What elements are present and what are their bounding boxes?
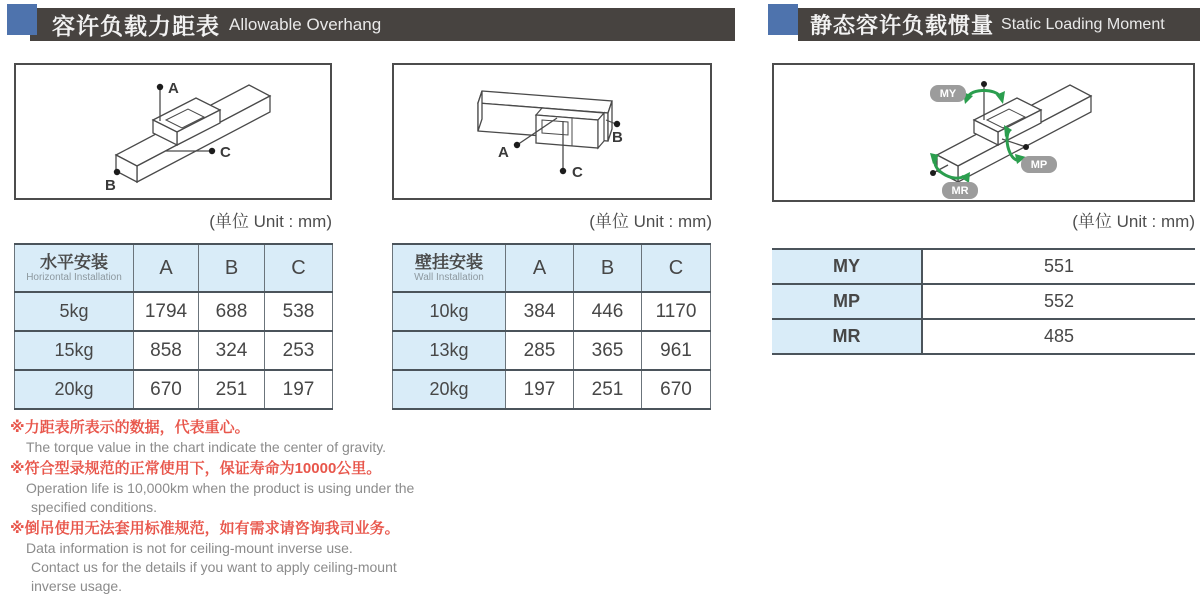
header-cell-installation	[15, 244, 134, 292]
col-header-A: A	[134, 244, 199, 292]
note-en: Operation life is 10,000km when the product is using under the	[26, 480, 415, 496]
badge-MP: MP	[1030, 159, 1048, 171]
accent-square-right	[768, 4, 798, 35]
row-label: 10kg	[393, 292, 506, 331]
label-A: A	[168, 80, 179, 97]
table-row	[393, 331, 711, 370]
cell-A: 1794	[134, 292, 199, 331]
row-label: 20kg	[393, 370, 506, 409]
note-zh: ※倒吊使用无法套用标准规范，如有需求请咨询我司业务。	[10, 520, 400, 537]
label-B: B	[612, 129, 623, 146]
note-en: Data information is not for ceiling-mount inverse use.	[26, 540, 353, 556]
col-header-A: A	[506, 244, 574, 292]
row-label: 20kg	[15, 370, 134, 409]
section-title-en: Allowable Overhang	[229, 14, 382, 34]
section-header-moment	[798, 8, 1200, 41]
col-header-C: C	[265, 244, 333, 292]
label-B: B	[105, 177, 116, 194]
section-title-zh: 容许负载力距表	[52, 13, 220, 39]
label-C: C	[572, 164, 583, 181]
badge-MY: MY	[939, 88, 957, 100]
unit-label-moment: (单位 Unit : mm)	[1072, 212, 1195, 231]
cell-B: 251	[199, 370, 265, 409]
diagram-static-moment	[772, 63, 1195, 202]
section-title-zh: 静态容许负载惯量	[810, 13, 995, 38]
table-row	[772, 249, 1195, 284]
table-row	[15, 370, 333, 409]
moment-actuator-drawing	[774, 65, 1193, 200]
col-header-B: B	[199, 244, 265, 292]
static-moment-table	[772, 248, 1195, 355]
note-en: inverse usage.	[31, 578, 123, 594]
header-cell-installation	[393, 244, 506, 292]
note-zh: ※力距表所表示的数据，代表重心。	[10, 419, 250, 436]
table-row	[772, 319, 1195, 354]
row-label: 5kg	[15, 292, 134, 331]
moment-value: 551	[922, 249, 1195, 284]
note-en: Contact us for the details if you want to apply ceiling-mount	[31, 559, 397, 575]
diagram-horizontal-installation	[14, 63, 332, 200]
cell-C: 1170	[642, 292, 711, 331]
table-header-row	[15, 244, 333, 292]
header-en: Wall Installation	[414, 271, 484, 283]
note-en: specified conditions.	[31, 499, 158, 515]
table-row	[772, 284, 1195, 319]
row-label: 15kg	[15, 331, 134, 370]
table-row	[393, 292, 711, 331]
moment-value: 552	[922, 284, 1195, 319]
cell-A: 285	[506, 331, 574, 370]
col-header-C: C	[642, 244, 711, 292]
section-header-overhang	[30, 8, 735, 41]
table-row	[15, 292, 333, 331]
header-en: Horizontal Installation	[26, 271, 122, 283]
wall-actuator-drawing	[394, 65, 710, 198]
cell-A: 384	[506, 292, 574, 331]
cell-B: 324	[199, 331, 265, 370]
header-zh: 壁挂安装	[415, 252, 483, 272]
cell-A: 197	[506, 370, 574, 409]
note-en: The torque value in the chart indicate the center of gravity.	[26, 439, 387, 455]
cell-B: 688	[199, 292, 265, 331]
diagram-wall-installation	[392, 63, 712, 200]
row-label: 13kg	[393, 331, 506, 370]
cell-B: 251	[574, 370, 642, 409]
cell-C: 538	[265, 292, 333, 331]
cell-C: 253	[265, 331, 333, 370]
cell-C: 961	[642, 331, 711, 370]
footnotes	[10, 416, 570, 596]
label-A: A	[498, 144, 509, 161]
moment-label: MP	[772, 284, 922, 319]
table-row	[15, 331, 333, 370]
horizontal-actuator-drawing	[16, 65, 330, 198]
label-C: C	[220, 144, 231, 161]
unit-label-horizontal: (单位 Unit : mm)	[209, 212, 332, 231]
moment-label: MY	[772, 249, 922, 284]
moment-value: 485	[922, 319, 1195, 354]
horizontal-installation-table	[14, 243, 333, 410]
col-header-B: B	[574, 244, 642, 292]
cell-C: 670	[642, 370, 711, 409]
table-header-row	[393, 244, 711, 292]
cell-B: 446	[574, 292, 642, 331]
cell-B: 365	[574, 331, 642, 370]
moment-label: MR	[772, 319, 922, 354]
note-zh: ※符合型录规范的正常使用下，保证寿命为10000公里。	[10, 460, 382, 477]
header-zh: 水平安装	[40, 252, 108, 272]
cell-A: 670	[134, 370, 199, 409]
accent-square-left	[7, 4, 37, 35]
cell-A: 858	[134, 331, 199, 370]
cell-C: 197	[265, 370, 333, 409]
table-row	[393, 370, 711, 409]
badge-MR: MR	[951, 185, 969, 197]
unit-label-wall: (单位 Unit : mm)	[589, 212, 712, 231]
section-title-en: Static Loading Moment	[1001, 15, 1165, 33]
wall-installation-table	[392, 243, 711, 410]
